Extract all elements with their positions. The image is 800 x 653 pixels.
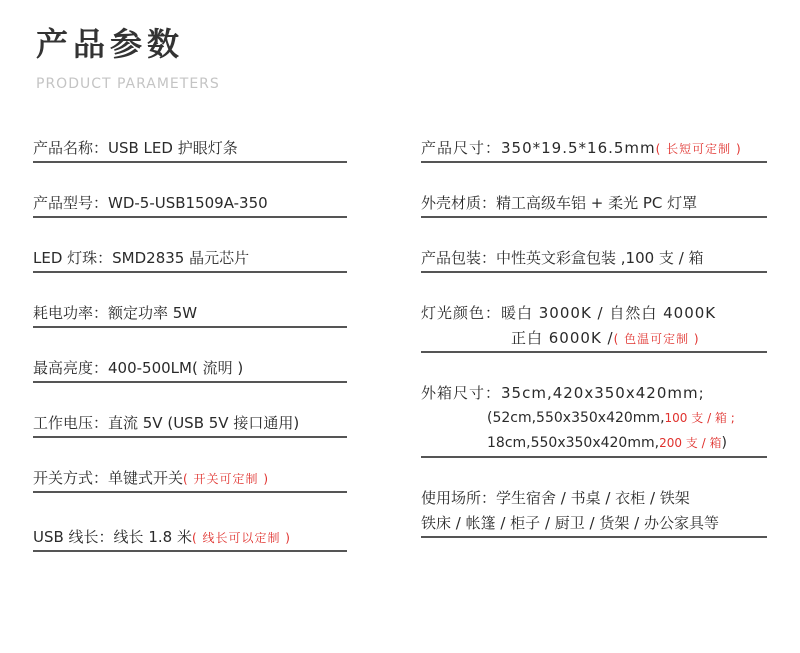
spec-product-name (33, 136, 347, 163)
spec-carton-size (421, 381, 767, 458)
spec-usb-length-note: ( 线长可以定制 ) (191, 531, 291, 545)
spec-switch-text: 开关方式：单键式开关 (33, 469, 184, 487)
spec-usb-length-line (33, 525, 347, 550)
spec-light-color (421, 301, 767, 353)
spec-switch-note: ( 开关可定制 ) (183, 472, 270, 486)
spec-led-chip (33, 246, 347, 273)
spec-light-color-line2 (421, 326, 767, 351)
spec-brightness (33, 356, 347, 383)
spec-usb-length-text: USB 线长：线长 1.8 米 (33, 528, 192, 546)
page-subtitle: PRODUCT PARAMETERS (36, 76, 220, 92)
spec-product-name-text: 产品名称：USB LED 护眼灯条 (33, 139, 238, 157)
spec-carton-size-line3 (421, 431, 767, 456)
spec-product-size-note: ( 长短可定制 ) (655, 142, 742, 156)
spec-packaging (421, 246, 767, 273)
spec-carton-size-line2 (421, 406, 767, 431)
spec-usb-length (33, 525, 347, 552)
spec-switch (33, 466, 347, 493)
spec-product-model-text: 产品型号：WD-5-USB1509A-350 (33, 194, 268, 212)
spec-led-chip-text: LED 灯珠：SMD2835 晶元芯片 (33, 249, 250, 267)
spec-carton-size-line2-note: 100 支 / 箱 ; (664, 411, 735, 425)
spec-brightness-text: 最高亮度：400-500LM( 流明 ) (33, 359, 244, 377)
spec-power-text: 耗电功率：额定功率 5W (33, 304, 198, 322)
spec-shell-material (421, 191, 767, 218)
spec-carton-size-line1: 外箱尺寸：35cm,420x350x420mm; (421, 384, 705, 402)
spec-carton-size-line3-note: 200 支 / 箱 (659, 436, 722, 450)
spec-power (33, 301, 347, 328)
spec-carton-size-line3-text: 18cm,550x350x420mm, (487, 435, 660, 451)
spec-product-size-text: 产品尺寸：350*19.5*16.5mm (421, 139, 656, 157)
spec-shell-material-text: 外壳材质：精工高级车铝 + 柔光 PC 灯罩 (421, 194, 698, 212)
spec-light-color-note: ( 色温可定制 ) (613, 332, 700, 346)
spec-light-color-line1: 灯光颜色：暖白 3000K / 自然白 4000K (421, 304, 717, 322)
spec-usage (421, 486, 767, 538)
spec-product-size-line (421, 136, 767, 161)
spec-usage-line1: 使用场所：学生宿舍 / 书桌 / 衣柜 / 铁架 (421, 489, 690, 507)
spec-carton-size-line3-close: ) (721, 435, 727, 451)
spec-product-size (421, 136, 767, 163)
spec-voltage (33, 411, 347, 438)
spec-voltage-text: 工作电压：直流 5V (USB 5V 接口通用) (33, 414, 300, 432)
spec-switch-line (33, 466, 347, 491)
page-title: 产品参数 (36, 25, 185, 63)
spec-carton-size-line2-text: (52cm,550x350x420mm, (487, 410, 665, 426)
spec-usage-line2: 铁床 / 帐篷 / 柜子 / 厨卫 / 货架 / 办公家具等 (421, 514, 719, 532)
spec-packaging-text: 产品包装：中性英文彩盒包装 ,100 支 / 箱 (421, 249, 704, 267)
spec-product-model (33, 191, 347, 218)
spec-light-color-line2-text: 正白 6000K / (511, 329, 614, 347)
